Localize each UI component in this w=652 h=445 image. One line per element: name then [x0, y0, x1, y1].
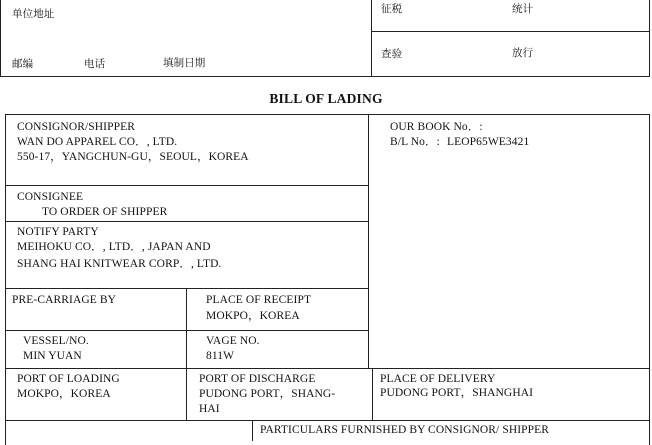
- release-label: 放行: [512, 47, 534, 59]
- notify-party-label: NOTIFY PARTY: [17, 226, 99, 238]
- form-particulars-vertical: [252, 420, 253, 441]
- port-of-discharge-line2: HAI: [199, 403, 220, 415]
- vessel-value: MIN YUAN: [23, 350, 82, 362]
- consignor-label: CONSIGNOR/SHIPPER: [17, 121, 136, 133]
- port-of-loading-value: MOKPO，KOREA: [17, 388, 111, 400]
- levy-tax-label: 征税: [381, 3, 403, 15]
- bl-no-label: B/L No．:: [390, 136, 440, 148]
- notify-party-line2: SHANG HAI KNITWEAR CORP．, LTD.: [17, 258, 222, 270]
- statistics-label: 统计: [512, 3, 534, 15]
- header-right-divider: [371, 31, 649, 32]
- inspection-label: 查验: [381, 48, 403, 60]
- port-of-discharge-label: PORT OF DISCHARGE: [199, 373, 316, 385]
- place-of-receipt-label: PLACE OF RECEIPT: [206, 294, 312, 306]
- place-of-delivery-label: PLACE OF DELIVERY: [380, 373, 496, 385]
- place-of-delivery-value: PUDONG PORT，SHANGHAI: [380, 387, 534, 399]
- place-of-receipt-value: MOKPO，KOREA: [206, 310, 300, 322]
- consignee-label: CONSIGNEE: [17, 191, 84, 203]
- consignee-value: TO ORDER OF SHIPPER: [42, 206, 168, 218]
- header-vertical-divider: [371, 0, 372, 77]
- divider-vessel: [5, 368, 649, 369]
- our-book-label: OUR BOOK No．:: [390, 121, 483, 133]
- notify-party-line1: MEIHOKU CO．, LTD．, JAPAN AND: [17, 241, 211, 253]
- divider-consignee: [5, 221, 369, 222]
- port-of-loading-label: PORT OF LOADING: [17, 373, 120, 385]
- voyage-label: VAGE NO.: [206, 335, 260, 347]
- voyage-value: 811W: [206, 350, 235, 362]
- form-delivery-vertical: [372, 368, 373, 420]
- postcode-label: 邮编: [12, 58, 34, 70]
- pre-carriage-label: PRE-CARRIAGE BY: [12, 294, 117, 306]
- divider-precarriage: [5, 330, 369, 331]
- divider-consignor: [5, 185, 369, 186]
- form-mid-vertical: [186, 288, 187, 420]
- fill-date-label: 填制日期: [163, 57, 206, 69]
- document-title: BILL OF LADING: [269, 91, 383, 106]
- divider-ports: [5, 420, 649, 421]
- unit-address-label: 单位地址: [12, 8, 55, 20]
- phone-label: 电话: [84, 58, 106, 70]
- consignor-address: 550-17，YANGCHUN-GU，SEOUL，KOREA: [17, 151, 249, 163]
- port-of-discharge-line1: PUDONG PORT，SHANG-: [199, 388, 336, 400]
- divider-notify: [5, 288, 369, 289]
- vessel-label: VESSEL/NO.: [23, 335, 89, 347]
- particulars-heading: PARTICULARS FURNISHED BY CONSIGNOR/ SHIPPER: [260, 424, 550, 436]
- consignor-name: WAN DO APPAREL CO．, LTD.: [17, 136, 178, 148]
- bl-no-value: LEOP65WE3421: [447, 136, 530, 148]
